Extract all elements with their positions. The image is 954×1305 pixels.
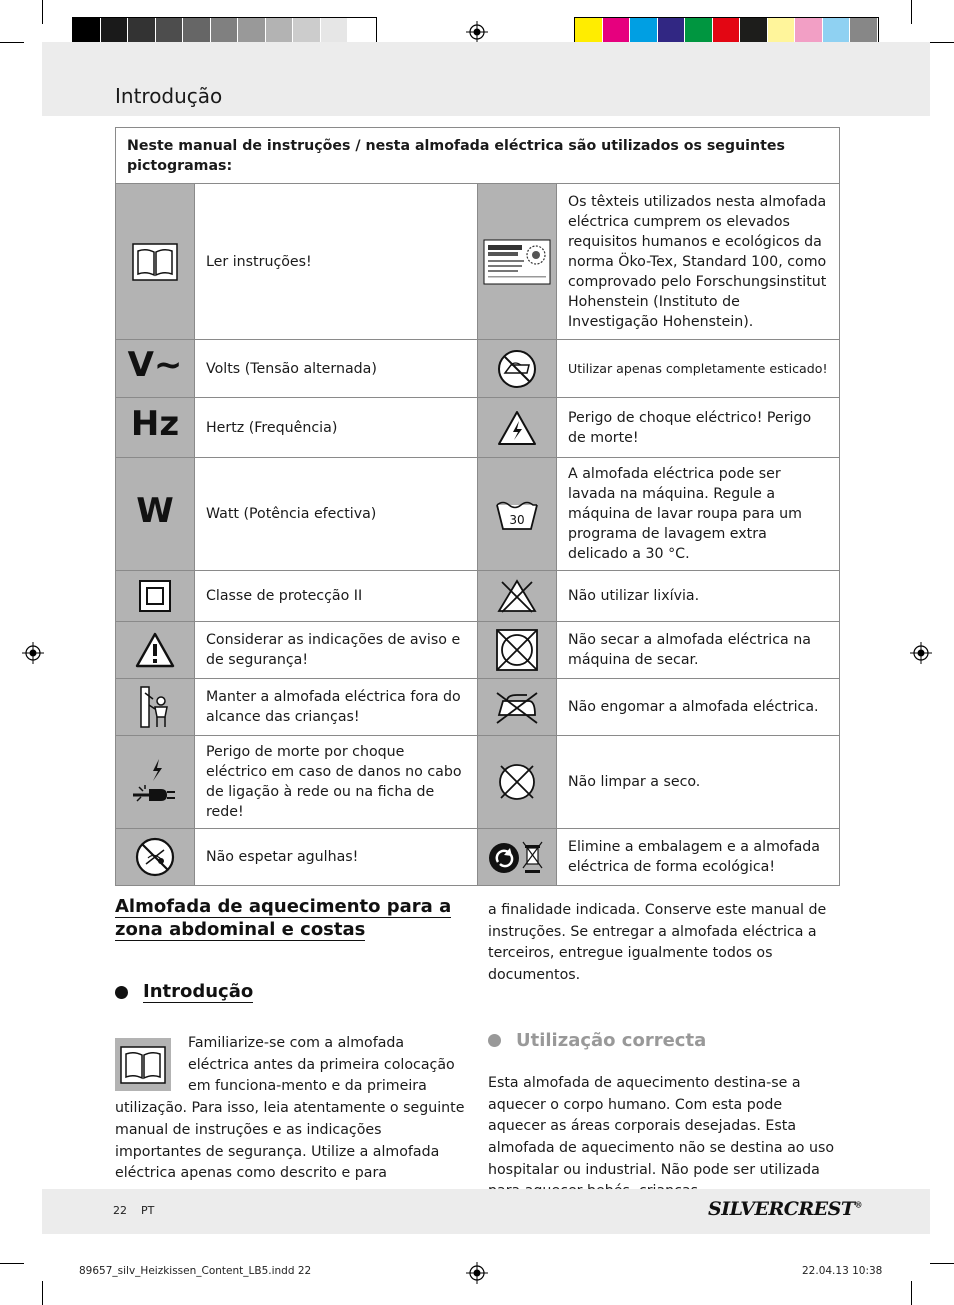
icon-cell — [116, 398, 195, 458]
pictogram-description: Classe de protecção II — [195, 571, 478, 622]
intro-block — [115, 1033, 465, 1185]
registration-mark-icon — [22, 642, 44, 664]
table-row — [116, 340, 840, 398]
pictogram-description: Considerar as indicações de aviso e de segurança! — [195, 622, 478, 679]
crop-mark — [930, 1263, 954, 1264]
icon-cell — [116, 679, 195, 736]
brand-logo — [708, 1198, 862, 1220]
pictogram-description: Não secar a almofada eléctrica na máquina de secar. — [557, 622, 840, 679]
page-title: Introdução — [115, 84, 223, 108]
crop-mark — [0, 1263, 24, 1264]
registration-mark-icon — [466, 1262, 488, 1284]
table-row — [116, 458, 840, 571]
crop-mark — [0, 42, 24, 43]
table-header-row — [116, 128, 840, 184]
use-paragraph: Esta almofada de aquecimento destina-se a aquecer o corpo humano. Com esta pode aquecer as áreas corporais desejadas. Esta almofada de aquecimento não se destina ao uso hospitalar ou industrial. Não pode ser utilizada — [488, 1074, 835, 1178]
wash-temperature: 30 — [509, 513, 525, 527]
icon-cell — [116, 184, 195, 340]
registration-mark-icon — [910, 642, 932, 664]
intro-heading-text: Introdução — [143, 981, 254, 1002]
table-row — [116, 622, 840, 679]
protection-class-ii-icon — [139, 580, 171, 612]
use-heading-text: Utilização correcta — [516, 1029, 707, 1051]
icon-cell — [116, 736, 195, 829]
icon-cell — [478, 398, 557, 458]
icon-cell — [116, 571, 195, 622]
watt-symbol: W — [136, 490, 174, 531]
pictogram-description: Perigo de choque eléctrico! Perigo de morte! — [557, 398, 840, 458]
icon-cell — [478, 679, 557, 736]
icon-cell — [116, 829, 195, 886]
intro-paragraph: Familiarize-se com a almofada eléctrica antes da primeira colocação em funciona-mento e da primeira utilização. Para isso, leia atentamente o seguinte manual de instruções e as indicações importantes de segurança. Utilize a almofada eléctrica apenas como descrito e para — [115, 1035, 465, 1182]
crop-mark — [42, 1281, 43, 1305]
timestamp-slug: 22.04.13 10:38 — [802, 1265, 883, 1277]
icon-cell — [116, 458, 195, 571]
crop-mark — [911, 1281, 912, 1305]
electric-shock-warning-icon — [497, 410, 537, 446]
pictogram-description: Volts (Tensão alternada) — [195, 340, 478, 398]
no-dry-clean-icon — [495, 760, 539, 804]
icon-cell — [478, 622, 557, 679]
table-row — [116, 398, 840, 458]
warning-triangle-icon — [135, 632, 175, 668]
section-title: Almofada de aquecimento para a zona abdominal e costas — [115, 896, 452, 940]
pictogram-description: Os têxteis utilizados nesta almofada eléctrica cumprem os elevados requisitos humanos e ecológicos da norma Öko-Tex, Standard 100, como comprovado pelo Forschungsinstitut Hohenstein (Instituto de Investigação Hohenstein). — [557, 184, 840, 340]
recycle-disposal-icon — [488, 838, 546, 876]
oeko-tex-label-icon — [483, 239, 551, 285]
pictogram-description: Não utilizar lixívia. — [557, 571, 840, 622]
no-needles-icon — [134, 836, 176, 878]
table-row — [116, 184, 840, 340]
no-fold-icon — [497, 349, 537, 389]
crop-mark — [930, 42, 954, 43]
bullet-icon — [115, 986, 128, 999]
icon-cell — [478, 736, 557, 829]
pictogram-description: Hertz (Frequência) — [195, 398, 478, 458]
pictogram-description: Elimine a embalagem e a almofada eléctrica de forma ecológica! — [557, 829, 840, 886]
brand-registered-mark: ® — [854, 1199, 862, 1210]
pictogram-description: Watt (Potência efectiva) — [195, 458, 478, 571]
crop-mark — [42, 0, 43, 24]
left-column — [115, 895, 465, 1185]
pictogram-description: Manter a almofada eléctrica fora do alcance das crianças! — [195, 679, 478, 736]
pictogram-table — [115, 127, 840, 886]
intro-heading-wrap — [115, 981, 465, 1003]
icon-cell — [478, 829, 557, 886]
no-bleach-icon — [496, 578, 538, 614]
hertz-symbol: Hz — [130, 404, 180, 444]
volt-ac-symbol: V~ — [127, 345, 183, 385]
brand-name: SILVERCREST — [708, 1198, 855, 1220]
pictogram-description: Não engomar a almofada eléctrica. — [557, 679, 840, 736]
registration-mark-icon — [466, 21, 488, 43]
pictogram-description: Ler instruções! — [195, 184, 478, 340]
icon-cell — [116, 340, 195, 398]
pictogram-description: Não limpar a seco. — [557, 736, 840, 829]
bullet-icon — [488, 1034, 501, 1047]
pictogram-description: Perigo de morte por choque eléctrico em caso de danos no cabo de ligação à rede ou na ficha de rede! — [195, 736, 478, 829]
section-title-wrap — [115, 895, 465, 941]
damaged-plug-icon — [131, 757, 179, 807]
intro-heading — [115, 981, 465, 1003]
table-row — [116, 571, 840, 622]
no-iron-icon — [493, 689, 541, 725]
table-row — [116, 679, 840, 736]
crop-mark — [911, 0, 912, 24]
no-tumble-dry-icon — [495, 628, 539, 672]
intro-paragraph-continued: a finalidade indicada. Conserve este manual de instruções. Se entregar a almofada eléctrica a terceiros, entregue igualmente todos os documentos. — [488, 902, 827, 984]
page-number-value: 22 — [113, 1204, 127, 1217]
book-icon — [120, 1046, 166, 1084]
table-row — [116, 736, 840, 829]
book-icon-box — [115, 1038, 171, 1091]
use-heading — [488, 1030, 840, 1051]
keep-away-children-icon — [135, 685, 175, 729]
pictogram-description: A almofada eléctrica pode ser lavada na máquina. Regule a máquina de lavar roupa para um programa de lavagem extra delicado a 30 °C. — [557, 458, 840, 571]
language-code: PT — [141, 1204, 155, 1217]
icon-cell — [116, 622, 195, 679]
pictogram-description: Utilizar apenas completamente esticado! — [557, 340, 840, 398]
icon-cell — [478, 571, 557, 622]
file-name-slug: 89657_silv_Heizkissen_Content_LB5.indd 22 — [79, 1265, 312, 1277]
pictogram-description: Não espetar agulhas! — [195, 829, 478, 886]
right-column — [488, 900, 840, 1203]
icon-cell — [478, 340, 557, 398]
page-number — [113, 1204, 154, 1217]
wash-30-icon — [495, 497, 539, 531]
icon-cell — [478, 458, 557, 571]
icon-cell — [478, 184, 557, 340]
table-row — [116, 829, 840, 886]
book-icon — [132, 243, 178, 281]
table-heading: Neste manual de instruções / nesta almofada eléctrica são utilizados os seguintes pictogramas: — [116, 128, 840, 184]
